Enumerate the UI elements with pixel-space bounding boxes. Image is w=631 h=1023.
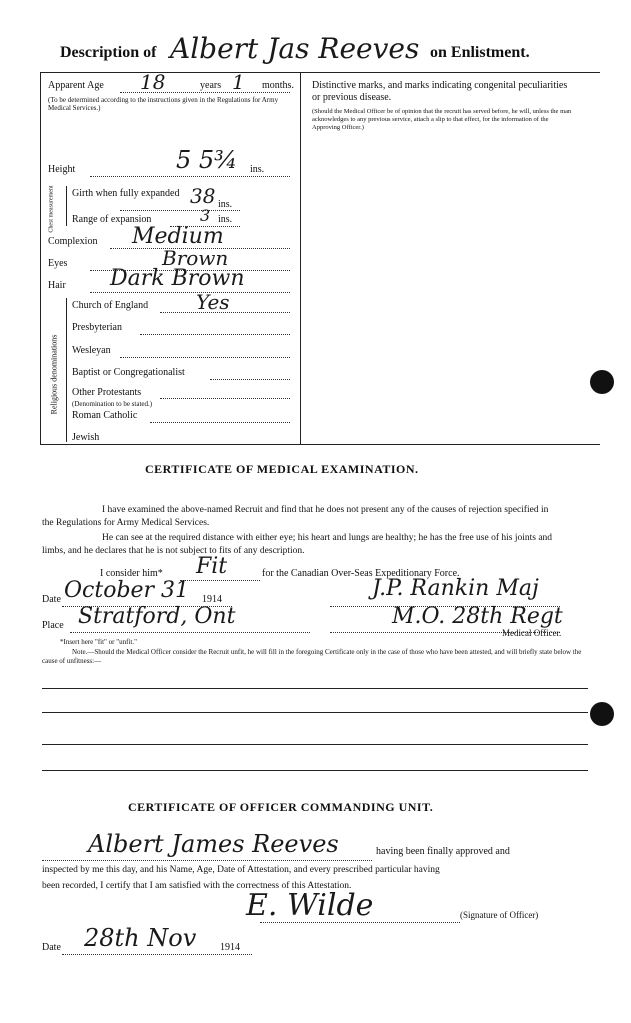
officer-line1-suffix: having been finally approved and xyxy=(376,846,510,857)
religion-roman-catholic: Roman Catholic xyxy=(72,410,138,421)
officer-date-label: Date xyxy=(42,942,61,953)
unfitness-line xyxy=(42,688,588,689)
officer-year: 1914 xyxy=(220,942,240,953)
religion-jewish: Jewish xyxy=(72,432,100,443)
months-label: months. xyxy=(262,80,294,91)
officer-line-3: been recorded, I certify that I am satisfied with the correctness of this Attestation. xyxy=(42,881,352,891)
distinctive-marks-note: (Should the Medical Officer be of opinion that the recruit has served before, he will, unless the man acknowledges to any previous service, attach a slip to that effect, for the information of the Approving Officer.) xyxy=(312,108,572,131)
religion-line xyxy=(160,312,290,313)
medical-place-label: Place xyxy=(42,620,64,631)
age-months: 1 xyxy=(232,70,245,94)
age-label: Apparent Age xyxy=(48,80,104,91)
punch-hole xyxy=(590,370,614,394)
hair-label: Hair xyxy=(48,280,66,291)
insert-note: *Insert here "fit" or "unfit." xyxy=(60,638,137,646)
religion-line xyxy=(140,334,290,335)
header-rule xyxy=(40,72,600,73)
religion-line xyxy=(210,379,290,380)
fitness-line xyxy=(180,580,260,581)
nota-note: Note.—Should the Medical Officer consider the Recruit unfit, he will fill in the foregoing Certificate only in the case of those who have been attested, and will briefly state below the cause of unfitness:— xyxy=(42,648,582,665)
complexion-label: Complexion xyxy=(48,236,98,247)
column-divider xyxy=(300,72,301,444)
officer-name-line xyxy=(42,860,372,861)
officer-signature-line xyxy=(260,922,460,923)
religion-bracket xyxy=(66,298,67,442)
medical-date-value: October 31 xyxy=(64,578,190,603)
unfitness-line xyxy=(42,770,588,771)
section-rule xyxy=(40,444,600,445)
consider-prefix: I consider him* xyxy=(100,568,163,579)
officer-signature-label: (Signature of Officer) xyxy=(460,910,539,920)
distinctive-marks-label: Distinctive marks, and marks indicating congenital peculiarities or previous disease. xyxy=(312,80,568,103)
officer-line-2: inspected by me this day, and his Name, Age, Date of Attestation, and every prescribed particular having xyxy=(42,865,440,875)
hair-line xyxy=(90,292,290,293)
age-years: 18 xyxy=(140,70,166,94)
religion-line xyxy=(150,422,290,423)
medical-para-1: I have examined the above-named Recruit and find that he does not present any of the causes of rejection specified in the Regulations for Army Medical Services. xyxy=(42,505,549,528)
religion-other-protestants: Other Protestants xyxy=(72,387,142,398)
hair-value: Dark Brown xyxy=(110,266,245,291)
complexion-value: Medium xyxy=(132,224,224,249)
age-line xyxy=(120,92,290,93)
officer-date-line xyxy=(62,954,252,955)
title-prefix: Description of xyxy=(60,44,157,61)
height-line xyxy=(90,176,290,177)
height-value: 5 5¾ xyxy=(176,146,238,174)
medical-place-value: Stratford, Ont xyxy=(78,604,236,629)
medical-para-2: He can see at the required distance with either eye; his heart and lungs are healthy; he has the free use of his joints and limbs, and he declares that he is not subject to fits of any description. xyxy=(42,533,553,556)
height-label: Height xyxy=(48,164,76,175)
medical-place-line xyxy=(70,632,310,633)
height-unit: ins. xyxy=(250,164,265,175)
girth-line xyxy=(120,210,240,211)
religion-presbyterian: Presbyterian xyxy=(72,322,122,333)
religion-baptist: Baptist or Congregationalist xyxy=(72,367,185,378)
range-value: 3 xyxy=(200,206,211,225)
eyes-value: Brown xyxy=(162,246,229,270)
religion-line xyxy=(120,357,290,358)
religious-label: Religious denominations xyxy=(49,334,59,415)
years-label: years xyxy=(200,80,222,91)
chest-label: Chest measurement xyxy=(48,185,55,233)
girth-label: Girth when fully expanded xyxy=(72,188,180,199)
eyes-label: Eyes xyxy=(48,258,68,269)
religion-wesleyan: Wesleyan xyxy=(72,345,111,356)
medical-heading: CERTIFICATE OF MEDICAL EXAMINATION. xyxy=(145,462,419,476)
fitness-value: Fit xyxy=(196,554,228,579)
officer-signature: E. Wilde xyxy=(246,888,374,923)
religion-church-of-england: Church of England xyxy=(72,300,149,311)
range-unit: ins. xyxy=(218,214,233,225)
religion-church-of-england-value: Yes xyxy=(196,290,230,314)
chest-bracket xyxy=(66,186,67,226)
girth-unit: ins. xyxy=(218,199,233,210)
unfitness-line xyxy=(42,712,588,713)
medical-officer-rank: M.O. 28th Regt xyxy=(392,604,563,629)
officer-date-value: 28th Nov xyxy=(84,924,197,952)
denomination-note: (Denomination to be stated.) xyxy=(72,400,153,408)
age-note: (To be determined according to the instructions given in the Regulations for Army Medical Services.) xyxy=(48,96,279,112)
religion-line xyxy=(160,398,290,399)
range-label: Range of expansion xyxy=(72,214,152,225)
document-title xyxy=(60,32,560,68)
girth-value: 38 xyxy=(190,184,216,208)
medical-year: 1914 xyxy=(202,594,222,605)
recruit-name-handwritten: Albert Jas Reeves xyxy=(170,32,420,65)
medical-officer-label: Medical Officer. xyxy=(502,628,562,638)
officer-heading: CERTIFICATE OF OFFICER COMMANDING UNIT. xyxy=(128,800,434,814)
officer-recruit-name: Albert James Reeves xyxy=(88,830,339,858)
unfitness-line xyxy=(42,744,588,745)
title-suffix: on Enlistment. xyxy=(430,44,530,61)
medical-officer-signature: J.P. Rankin Maj xyxy=(372,576,539,601)
consider-suffix: for the Canadian Over-Seas Expeditionary Force. xyxy=(262,568,460,579)
punch-hole xyxy=(590,702,614,726)
medical-date-label: Date xyxy=(42,594,61,605)
